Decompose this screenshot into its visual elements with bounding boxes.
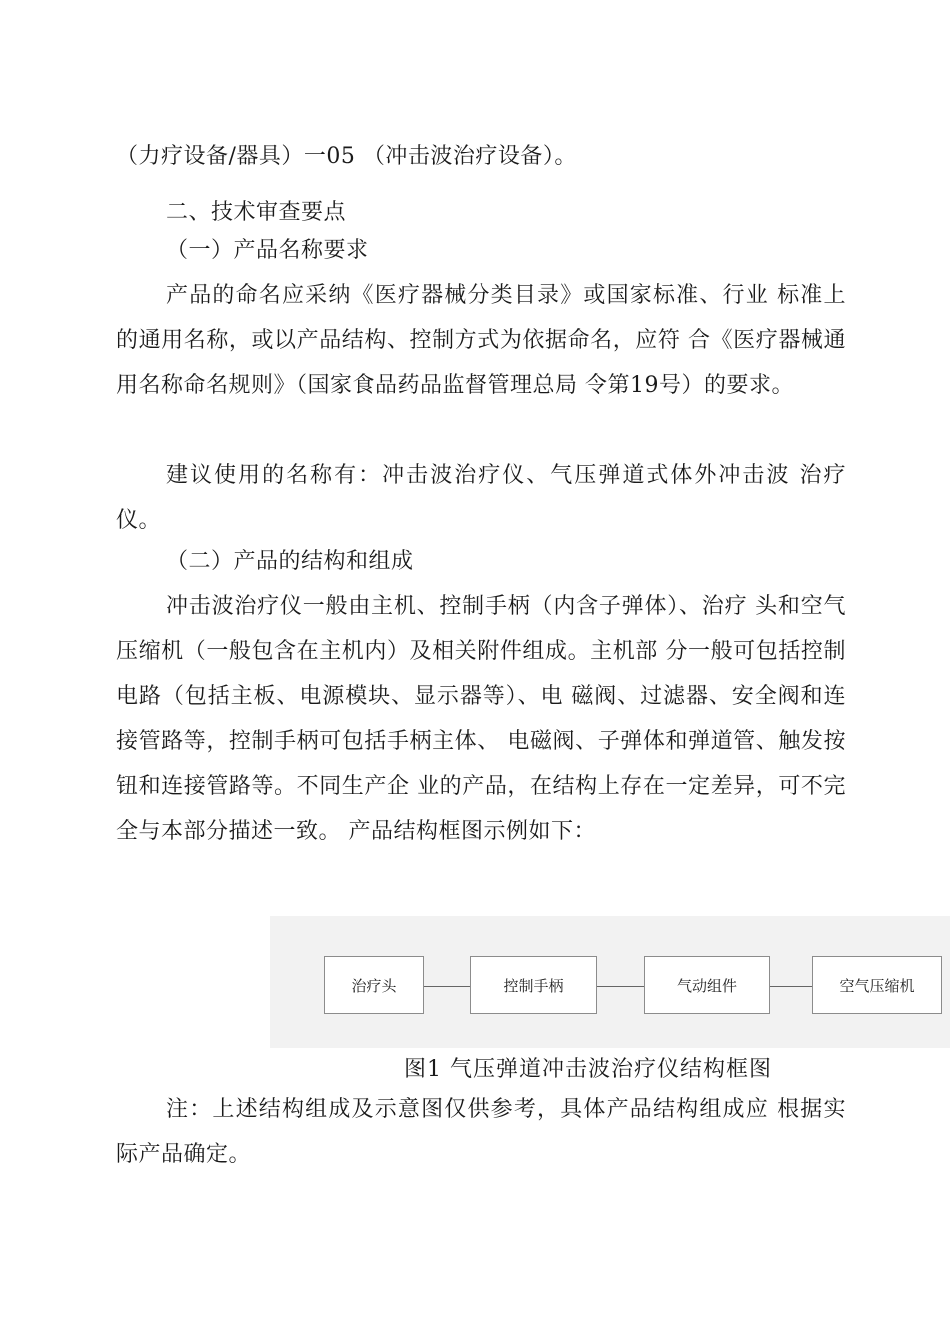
subheading-product-name: （一）产品名称要求 <box>166 238 369 263</box>
section-heading-technical-review: 二、技术审查要点 <box>166 200 347 225</box>
category-tail-line: （力疗设备/器具）一05 （冲击波治疗设备）。 <box>116 144 577 169</box>
diagram-box-control-handle: 控制手柄 <box>470 956 597 1014</box>
paragraph-structure-description: 冲击波治疗仪一般由主机、控制手柄（内含子弹体）、治疗 头和空气压缩机（一般包含在主机内）及相关附件组成。主机部 分一般可包括控制电路（包括主板、电源模块、显示器等）、电 磁阀、过滤器、安全阀和连接管路等，控制手柄可包括手柄主体、 电磁阀、子弹体和弹道管、触发按钮和连接管路等。不同生产企 业的产品，在结构上存在一定差异，可不完全与本部分描述一致。 产品结构框图示例如下： <box>116 594 846 844</box>
paragraph-naming-requirements: 产品的命名应采纳《医疗器械分类目录》或国家标准、行业 标准上的通用名称，或以产品结构、控制方式为依据命名，应符 合《医疗器械通用名称命名规则》（国家食品药品监督管理总局 令第19号）的要求。 <box>116 283 846 398</box>
diagram-box-pneumatic-assembly: 气动组件 <box>644 956 770 1014</box>
subheading-structure: （二）产品的结构和组成 <box>166 549 414 574</box>
diagram-box-air-compressor: 空气压缩机 <box>812 956 942 1014</box>
structure-block-diagram <box>270 916 950 1048</box>
diagram-connector <box>770 986 812 987</box>
paragraph-note: 注：上述结构组成及示意图仅供参考，具体产品结构组成应 根据实际产品确定。 <box>116 1097 846 1167</box>
diagram-connector <box>424 986 470 987</box>
paragraph-suggested-names: 建议使用的名称有：冲击波治疗仪、气压弹道式体外冲击波 治疗仪。 <box>116 463 846 533</box>
figure-caption: 图1 气压弹道冲击波治疗仪结构框图 <box>404 1057 772 1082</box>
diagram-box-treatment-head: 治疗头 <box>324 956 424 1014</box>
diagram-connector <box>597 986 644 987</box>
